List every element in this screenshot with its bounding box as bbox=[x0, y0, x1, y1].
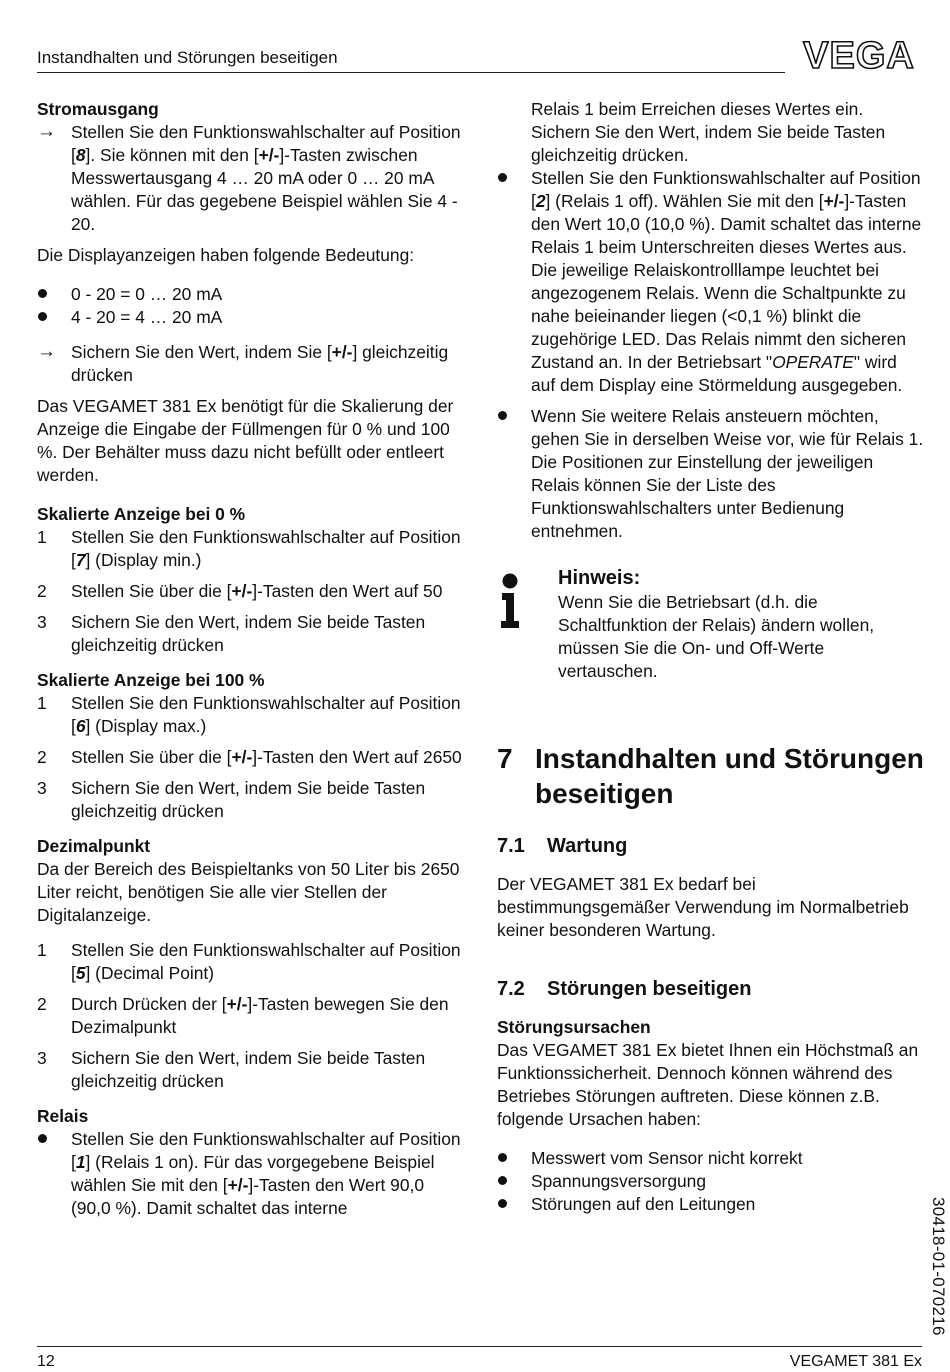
step-stromausgang-1: → Stellen Sie den Funktionswahlschalter auf Position [8]. Sie können mit den [+/-]-Tasten zwischen Messwertausgang 4 … 20 mA oder 0 … 20 mA wählen. Für das gegebene Beispiel wählen Sie 4 - 20. bbox=[37, 121, 461, 234]
header-title: Instandhalten und Störungen beseitigen bbox=[37, 48, 338, 67]
list-item: 2 Durch Drücken der [+/-]-Tasten bewegen Sie den Dezimalpunkt bbox=[37, 994, 449, 1037]
list-item: 3 Sichern Sie den Wert, indem Sie beide Tasten gleichzeitig drücken bbox=[37, 1048, 426, 1091]
list-item: Messwert vom Sensor nicht korrekt bbox=[497, 1147, 925, 1170]
arrow-right-icon: → bbox=[37, 341, 56, 362]
chapter-text: Instandhalten und Störungen beseitigen bbox=[535, 743, 924, 809]
bullet-icon bbox=[498, 411, 507, 420]
bullet-icon bbox=[498, 1199, 507, 1208]
hinweis-box bbox=[497, 565, 925, 683]
list-item: Stellen Sie den Funktionswahlschalter auf Position [2] (Relais 1 off). Wählen Sie mit den [+/-]-Tasten den Wert 10,0 (10,0 %). Damit schaltet das interne Relais 1 beim Unterschreiten dieses Wertes aus. Die jeweilige Relaiskontrolllampe leuchtet bei angezogenem Relais. Wenn die Schaltpunkte zu nahe beieinander liegen (<0,1 %) blinkt die zugehörige LED. Das Relais nimmt den sicheren Zustand an. In der Betriebsart "OPERATE" wird auf dem Display eine Störmeldung ausgegeben. bbox=[497, 167, 925, 397]
heading-dezimalpunkt: Dezimalpunkt bbox=[37, 836, 151, 856]
right-column bbox=[497, 98, 925, 1216]
page-number: 12 bbox=[37, 1353, 55, 1370]
bullet-icon bbox=[498, 1176, 507, 1185]
section-7-2-title: 7.2 Störungen beseitigen bbox=[497, 978, 752, 1000]
section-7-1-title: 7.1 Wartung bbox=[497, 835, 628, 857]
list-item: 4 - 20 = 4 … 20 mA bbox=[37, 306, 467, 329]
list-item: Stellen Sie den Funktionswahlschalter auf Position [1] (Relais 1 on). Für das vorgegebene Beispiel wählen Sie mit den [+/-]-Tasten den Wert 90,0 (90,0 %). Damit schaltet das interne bbox=[37, 1128, 467, 1220]
heading-stromausgang: Stromausgang bbox=[37, 99, 159, 119]
list-item: 3 Sichern Sie den Wert, indem Sie beide Tasten gleichzeitig drücken bbox=[37, 612, 426, 655]
list-item: 1 Stellen Sie den Funktionswahlschalter auf Position [5] (Decimal Point) bbox=[37, 940, 461, 983]
dezimal-paragraph: Da der Bereich des Beispieltanks von 50 Liter bis 2650 Liter reicht, benötigen Sie alle vier Stellen der Digitalanzeige. bbox=[37, 859, 460, 925]
display-intro: Die Displayanzeigen haben folgende Bedeutung: bbox=[37, 245, 415, 265]
bullet-icon bbox=[38, 1134, 47, 1143]
bullet-icon bbox=[38, 312, 47, 321]
list-item: Wenn Sie weitere Relais ansteuern möchten, gehen Sie in derselben Weise vor, wie für Relais 1. Die Positionen zur Einstellung der jeweiligen Relais können Sie der Liste des Funktionswahlschalters unter Bedienung entnehmen. bbox=[497, 405, 925, 543]
list-item: Störungen auf den Leitungen bbox=[497, 1193, 925, 1216]
heading-skal-0: Skalierte Anzeige bei 0 % bbox=[37, 504, 246, 524]
heading-stoerungsursachen: Störungsursachen bbox=[497, 1017, 651, 1037]
info-icon bbox=[499, 573, 521, 629]
bullet-icon bbox=[498, 173, 507, 182]
list-item: 0 - 20 = 0 … 20 mA bbox=[37, 283, 467, 306]
document-code: 30418-01-070216 bbox=[929, 1197, 948, 1336]
list-item: 2 Stellen Sie über die [+/-]-Tasten den Wert auf 50 bbox=[37, 581, 443, 601]
relais-continuation: Relais 1 beim Erreichen dieses Wertes ein. Sichern Sie den Wert, indem Sie beide Tasten gleichzeitig drücken. bbox=[531, 99, 886, 165]
arrow-right-icon: → bbox=[37, 121, 56, 142]
page-footer bbox=[37, 1346, 922, 1370]
hinweis-title: Hinweis: bbox=[558, 567, 641, 589]
page-header bbox=[37, 46, 785, 73]
svg-text:VEGA: VEGA bbox=[803, 38, 915, 72]
scaling-paragraph: Das VEGAMET 381 Ex benötigt für die Skalierung der Anzeige die Eingabe der Füllmengen für 0 % und 100 %. Der Behälter muss dazu nicht befüllt oder entleert werden. bbox=[37, 396, 454, 485]
footer-product: VEGAMET 381 Ex bbox=[789, 1353, 922, 1370]
left-column bbox=[37, 98, 467, 1220]
bullet-icon bbox=[38, 289, 47, 298]
stoerungen-text: Das VEGAMET 381 Ex bietet Ihnen ein Höchstmaß an Funktionssicherheit. Dennoch können während des Betriebes Störungen auftreten. Diese können z.B. folgende Ursachen haben: bbox=[497, 1040, 919, 1129]
chapter-number: 7 bbox=[497, 743, 513, 774]
hinweis-text: Wenn Sie die Betriebsart (d.h. die Schaltfunktion der Relais) ändern wollen, müssen Sie die On- und Off-Werte vertauschen. bbox=[558, 592, 875, 681]
heading-relais: Relais bbox=[37, 1106, 89, 1126]
chapter-title bbox=[497, 741, 925, 811]
heading-skal-100: Skalierte Anzeige bei 100 % bbox=[37, 670, 265, 690]
list-item: 1 Stellen Sie den Funktionswahlschalter auf Position [7] (Display min.) bbox=[37, 527, 461, 570]
step-stromausgang-2: → Sichern Sie den Wert, indem Sie [+/-] gleichzeitig drücken bbox=[37, 341, 449, 385]
list-item: 1 Stellen Sie den Funktionswahlschalter auf Position [6] (Display max.) bbox=[37, 693, 461, 736]
bullet-icon bbox=[498, 1153, 507, 1162]
list-item: Spannungsversorgung bbox=[497, 1170, 925, 1193]
list-item: 2 Stellen Sie über die [+/-]-Tasten den Wert auf 2650 bbox=[37, 747, 462, 767]
vega-logo bbox=[796, 38, 922, 72]
list-item: 3 Sichern Sie den Wert, indem Sie beide Tasten gleichzeitig drücken bbox=[37, 778, 426, 821]
wartung-text: Der VEGAMET 381 Ex bedarf bei bestimmungsgemäßer Verwendung im Normalbetrieb keiner besonderen Wartung. bbox=[497, 874, 909, 940]
